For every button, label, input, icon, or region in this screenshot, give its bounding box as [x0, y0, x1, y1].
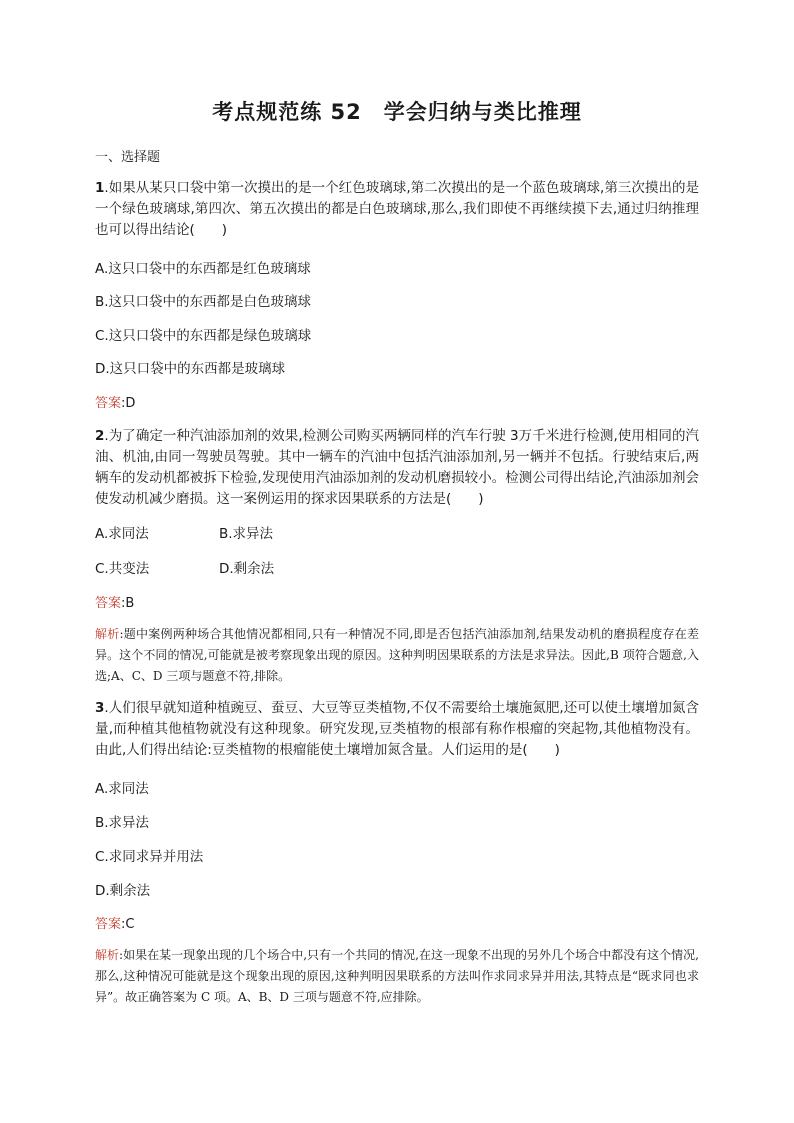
section-heading: 一、选择题 [95, 150, 161, 165]
answer-1 [95, 392, 699, 411]
question-3 [95, 698, 699, 761]
answer-value: :B [121, 596, 135, 611]
answer-label: 答案 [95, 396, 122, 411]
question-1 [95, 178, 699, 241]
option-c: C.求同求异并用法 [95, 849, 204, 865]
option-b: B.求异法 [95, 815, 150, 831]
option-a: A.求同法 [95, 526, 149, 542]
options-row-1 [95, 522, 699, 542]
option-a: A.这只口袋中的东西都是红色玻璃球 [95, 261, 311, 277]
options-row-2 [95, 557, 699, 577]
answer-value: :C [121, 917, 135, 932]
option-d: D.剩余法 [95, 883, 151, 899]
answer-3 [95, 913, 699, 932]
question-text: .为了确定一种汽油添加剂的效果,检测公司购买两辆同样的汽车行驶 3万千米进行检测,使用相同的汽油、机油,由同一驾驶员驾驶。其中一辆车的汽油中包括汽油添加剂,另一辆并不包括。行驶结束后,两辆车的发动机都被拆下检验,发现使用汽油添加剂的发动机磨损较小。检测公司得出结论,汽油添加剂会使发动机减少磨损。这一案例运用的探求因果联系的方法是( ) [95, 428, 699, 507]
explanation-3 [95, 945, 699, 1008]
answer-value: :D [121, 396, 136, 411]
option-d: D.剩余法 [219, 561, 275, 577]
explanation-text: :如果在某一现象出现的几个场合中,只有一个共同的情况,在这一现象不出现的另外几个场合中都没有这个情况,那么,这种情况可能就是这个现象出现的原因,这种判明因果联系的方法叫作求同求异并用法,其特点是“既求同也求异”。故正确答案为 C 项。A、B、D 三项与题意不符,应排除。 [95, 948, 699, 1004]
option-b: B.求异法 [219, 526, 274, 542]
answer-label: 答案 [95, 596, 122, 611]
explanation-label: 解析 [95, 948, 120, 962]
option-b: B.这只口袋中的东西都是白色玻璃球 [95, 294, 312, 310]
option-d: D.这只口袋中的东西都是玻璃球 [95, 361, 286, 377]
explanation-text: :题中案例两种场合其他情况都相同,只有一种情况不同,即是否包括汽油添加剂,结果发动机的磨损程度存在差异。这个不同的情况,可能就是被考察现象出现的原因。这种判明因果联系的方法是求异法。因此,B 项符合题意,入选;A、C、D 三项与题意不符,排除。 [95, 627, 699, 683]
explanation-label: 解析 [95, 627, 120, 641]
option-c: C.这只口袋中的东西都是绿色玻璃球 [95, 328, 312, 344]
explanation-2 [95, 624, 699, 687]
question-number: 1 [95, 180, 105, 196]
answer-label: 答案 [95, 917, 122, 932]
question-number: 3 [95, 700, 105, 716]
page-title: 考点规范练 52 学会归纳与类比推理 [212, 100, 582, 124]
question-text: .人们很早就知道种植豌豆、蚕豆、大豆等豆类植物,不仅不需要给土壤施氮肥,还可以使土壤增加氮含量,而种植其他植物就没有这种现象。研究发现,豆类植物的根部有称作根瘤的突起物,其他植物没有。由此,人们得出结论:豆类植物的根瘤能使土壤增加氮含量。人们运用的是( ) [95, 700, 699, 758]
question-number: 2 [95, 428, 105, 444]
option-a: A.求同法 [95, 781, 149, 797]
answer-2 [95, 592, 699, 611]
question-text: .如果从某只口袋中第一次摸出的是一个红色玻璃球,第二次摸出的是一个蓝色玻璃球,第三次摸出的是一个绿色玻璃球,第四次、第五次摸出的都是白色玻璃球,那么,我们即使不再继续摸下去,通过归纳推理也可以得出结论( ) [95, 180, 699, 238]
question-2 [95, 426, 699, 510]
option-c: C.共变法 [95, 561, 150, 577]
